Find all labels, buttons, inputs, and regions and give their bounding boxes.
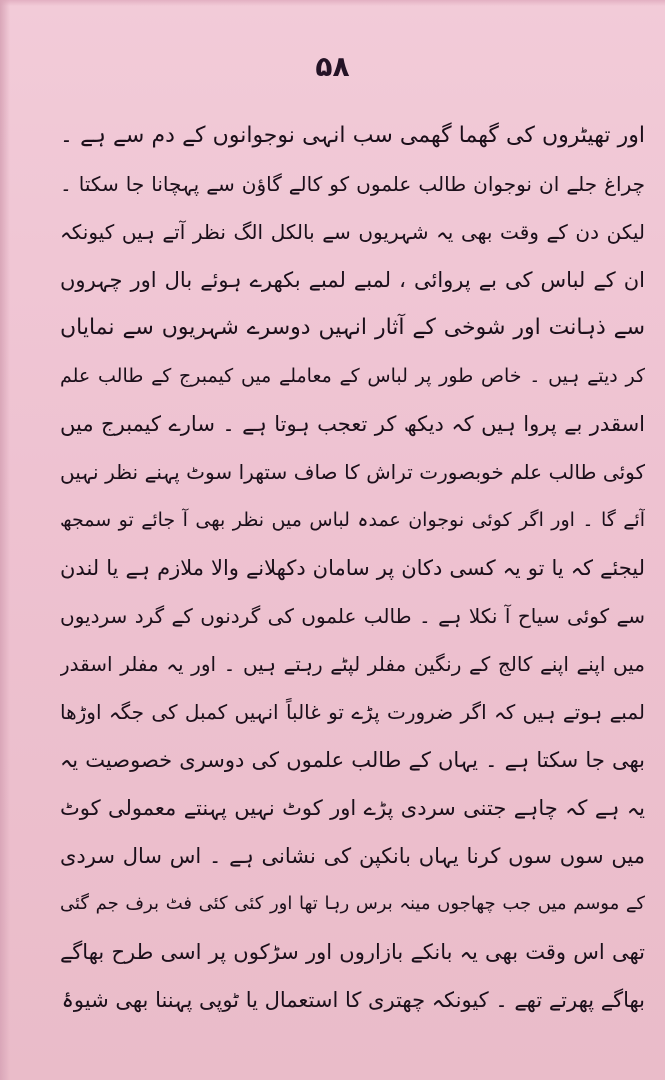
text-line: کر دیتے ہیں ۔ خاص طور پر لباس کے معاملے میں کیمبرج کے طالب علم xyxy=(60,365,645,387)
text-line: لیکن دن کے وقت بھی یہ شہریوں سے بالکل الگ نظر آتے ہیں کیونکہ xyxy=(60,220,645,244)
text-line: لیجئے کہ یا تو یہ کسی دکان پر سامان دکھلانے والا ملازم ہے یا لندن xyxy=(60,556,645,580)
text-line: بھاگے پھرتے تھے ۔ کیونکہ چھتری کا استعمال یا ٹوپی پہننا بھی شیوۂ xyxy=(61,988,645,1012)
text-line: میں اپنے اپنے کالج کے رنگین مفلر لپٹے رہتے ہیں ۔ اور یہ مفلر اسقدر xyxy=(60,652,645,676)
page-top-edge xyxy=(0,0,665,6)
text-line: کوئی طالب علم خوبصورت تراش کا صاف ستھرا سوٹ پہنے نظر نہیں xyxy=(60,460,645,484)
text-line: ان کے لباس کی بے پروائی ، لمبے لمبے بکھرے ہوئے بال اور چہروں xyxy=(60,268,645,292)
text-line: سے ذہانت اور شوخی کے آثار انہیں دوسرے شہریوں سے نمایاں xyxy=(60,315,645,340)
text-line: بھی جا سکتا ہے ۔ یہاں کے طالب علموں کی دوسری خصوصیت یہ xyxy=(60,748,645,772)
text-line: لمبے ہوتے ہیں کہ اگر ضرورت پڑے تو غالباً انہیں کمبل کی جگہ اوڑھا xyxy=(60,700,645,724)
text-line: میں سوں سوں کرنا یہاں بانکپن کی نشانی ہے ۔ اس سال سردی xyxy=(60,844,645,868)
page-number: ۵۸ xyxy=(315,50,350,83)
text-line: اور تھیٹروں کی گھما گھمی سب انہی نوجوانوں کے دم سے ہے ۔ xyxy=(60,123,645,148)
text-line: کے موسم میں جب چھاجوں مینہ برس رہا تھا اور کئی کئی فٹ برف جم گئی xyxy=(60,893,645,914)
text-line: سے کوئی سیاح آ نکلا ہے ۔ طالب علموں کی گردنوں کے گرد سردیوں xyxy=(60,604,645,628)
text-line: چراغ جلے ان نوجوان طالب علموں کو کالے گاؤن سے پہچانا جا سکتا ۔ xyxy=(60,172,645,196)
text-line: یہ ہے کہ چاہے جتنی سردی پڑے اور کوٹ نہیں پہنتے معمولی کوٹ xyxy=(60,796,645,820)
page-left-edge xyxy=(0,0,10,1080)
text-line: آئے گا ۔ اور اگر کوئی نوجوان عمدہ لباس میں نظر بھی آ جائے تو سمجھ xyxy=(60,509,645,531)
text-line: اسقدر بے پروا ہیں کہ دیکھ کر تعجب ہوتا ہے ۔ سارے کیمبرج میں xyxy=(60,412,645,436)
text-line: تھی اس وقت بھی یہ بانکے بازاروں اور سڑکوں پر اسی طرح بھاگے xyxy=(60,940,645,964)
body-text xyxy=(60,112,645,1024)
